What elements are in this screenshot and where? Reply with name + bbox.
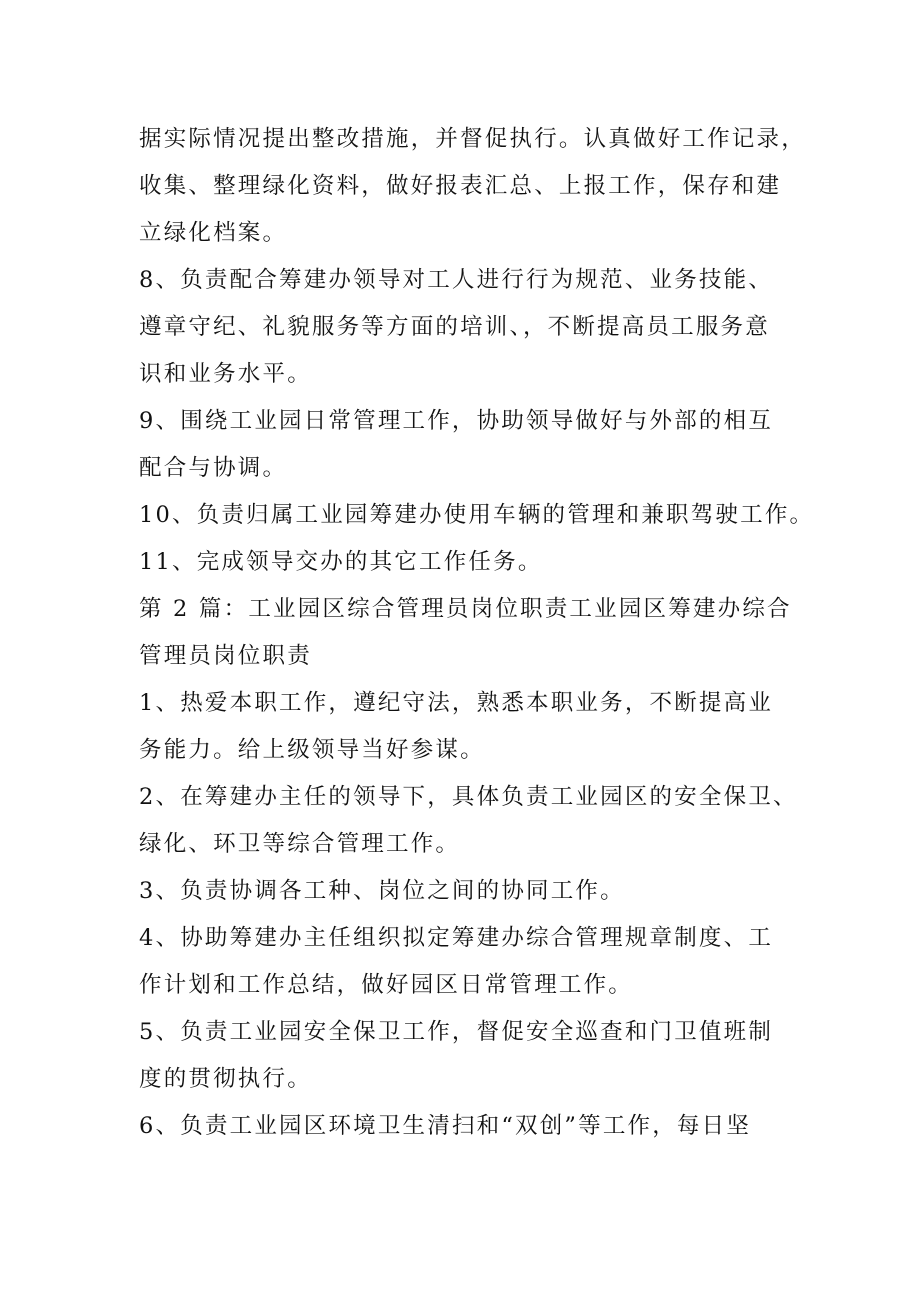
text-line: 绿化、环卫等综合管理工作。	[139, 831, 461, 857]
text-line: 配合与协调。	[139, 455, 288, 481]
section-heading-line: 管理员岗位职责	[139, 643, 312, 669]
text-line: 据实际情况提出整改措施，并督促执行。认真做好工作记录，	[139, 126, 806, 152]
text-line: 遵章守纪、礼貌服务等方面的培训、，不断提高员工服务意	[139, 314, 770, 340]
text-line: 务能力。给上级领导当好参谋。	[139, 737, 485, 763]
text-line: 作计划和工作总结，做好园区日常管理工作。	[139, 972, 634, 998]
text-line: 9、围绕工业园日常管理工作，协助领导做好与外部的相互	[139, 408, 774, 434]
section-heading-line: 第 2 篇：工业园区综合管理员岗位职责工业园区筹建办综合	[139, 596, 792, 622]
text-line: 2、在筹建办主任的领导下，具体负责工业园区的安全保卫、	[139, 784, 798, 810]
text-line: 1、热爱本职工作，遵纪守法，熟悉本职业务，不断提高业	[139, 690, 774, 716]
text-line: 收集、整理绿化资料，做好报表汇总、上报工作，保存和建	[139, 173, 782, 199]
text-line: 4、协助筹建办主任组织拟定筹建办综合管理规章制度、工	[139, 925, 774, 951]
text-line: 度的贯彻执行。	[139, 1066, 312, 1092]
text-line: 11、完成领导交办的其它工作任务。	[139, 549, 543, 575]
text-line: 6、负责工业园区环境卫生清扫和“双创”等工作，每日坚	[139, 1113, 752, 1139]
text-line: 3、负责协调各工种、岗位之间的协同工作。	[139, 878, 625, 904]
document-body	[139, 116, 815, 1150]
text-line: 立绿化档案。	[139, 220, 288, 246]
text-line: 识和业务水平。	[139, 361, 312, 387]
text-line: 8、负责配合筹建办领导对工人进行行为规范、业务技能、	[139, 267, 774, 293]
text-line: 5、负责工业园安全保卫工作，督促安全巡查和门卫值班制	[139, 1019, 774, 1045]
text-line: 10、负责归属工业园筹建办使用车辆的管理和兼职驾驶工作。	[139, 502, 815, 528]
